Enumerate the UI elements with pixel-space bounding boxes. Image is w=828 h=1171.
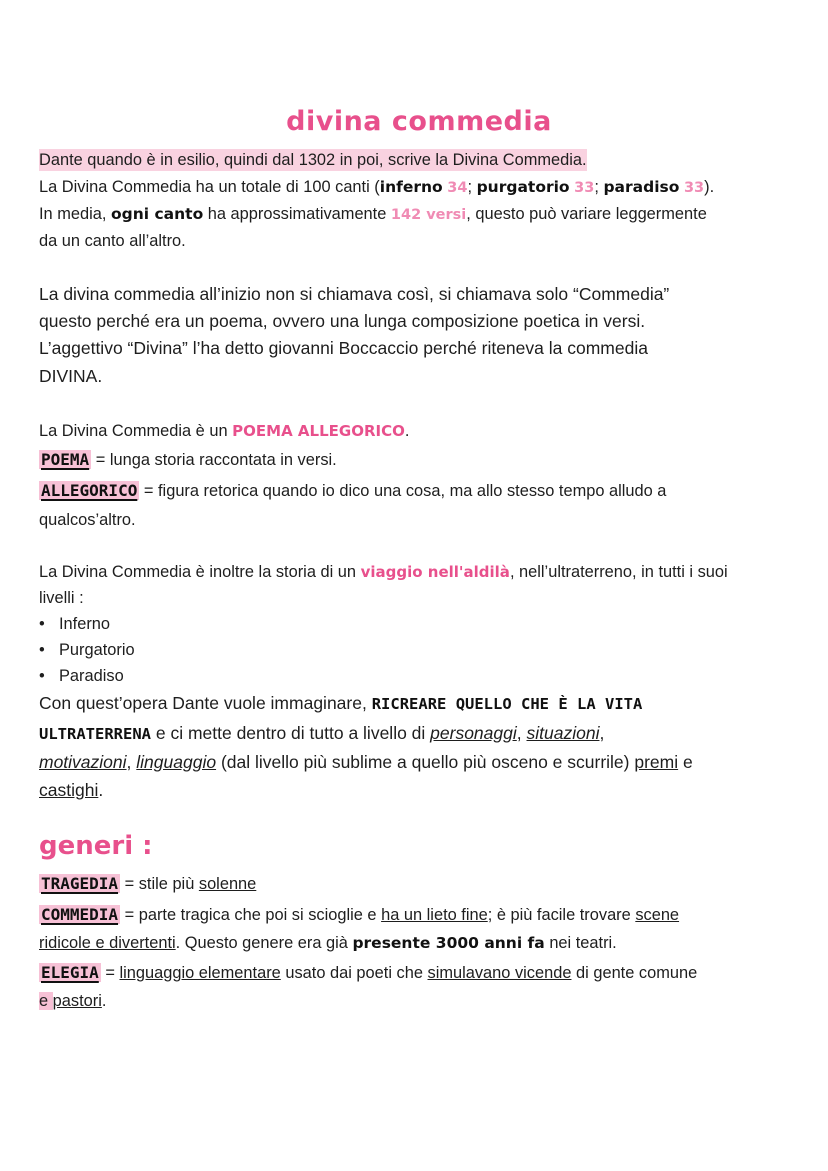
versi-count: 142 versi bbox=[390, 207, 467, 223]
text: , bbox=[516, 723, 527, 743]
text: Con quest’opera Dante vuole immaginare, bbox=[39, 693, 372, 713]
text: simulavano vicende bbox=[427, 964, 572, 982]
p2-line-4: DIVINA. bbox=[39, 366, 103, 386]
intro-line-2 bbox=[39, 176, 714, 199]
text: La Divina Commedia ha un totale di 100 canti ( bbox=[39, 178, 380, 196]
text: ridicole e divertenti bbox=[39, 934, 176, 952]
text: ; bbox=[467, 178, 473, 196]
text: e bbox=[39, 992, 53, 1010]
presente-3000: presente 3000 anni fa bbox=[352, 934, 545, 952]
inferno-count: 34 bbox=[447, 180, 468, 196]
text: situazioni bbox=[526, 723, 600, 743]
p3-line-4: qualcos’altro. bbox=[39, 511, 136, 529]
purgatorio-count: 33 bbox=[574, 180, 595, 196]
text: ). bbox=[704, 178, 715, 196]
term-allegorico: ALLEGORICO bbox=[41, 481, 138, 500]
inferno-label: inferno bbox=[379, 178, 443, 196]
text: e bbox=[678, 752, 693, 772]
viaggio-aldila: viaggio nell'aldilà bbox=[360, 563, 510, 581]
term-elegia: ELEGIA bbox=[41, 963, 99, 982]
p3-line-3 bbox=[39, 480, 666, 502]
generi-elegia-1 bbox=[39, 962, 697, 984]
text: premi bbox=[634, 752, 679, 772]
text: personaggi bbox=[430, 723, 517, 743]
p4-line-1 bbox=[39, 561, 728, 583]
text: . bbox=[404, 422, 410, 440]
text: e ci mette dentro di tutto a livello di bbox=[150, 723, 431, 743]
intro-line-3 bbox=[39, 203, 707, 226]
generi-commedia-2 bbox=[39, 932, 617, 954]
text: , nell’ultraterreno, in tutti i suoi bbox=[509, 563, 728, 581]
text: linguaggio bbox=[136, 752, 217, 772]
text: ha un lieto fine bbox=[381, 906, 488, 924]
ricreare: RICREARE QUELLO CHE È LA VITA bbox=[371, 695, 643, 713]
term-commedia: COMMEDIA bbox=[41, 905, 119, 924]
text: linguaggio elementare bbox=[119, 964, 281, 982]
text: = stile più bbox=[120, 875, 199, 893]
term-tragedia: TRAGEDIA bbox=[41, 874, 119, 893]
text: Purgatorio bbox=[59, 641, 135, 659]
text: La Divina Commedia è un bbox=[39, 422, 233, 440]
text: castighi bbox=[39, 780, 99, 800]
text: Inferno bbox=[59, 615, 111, 633]
text: pastori bbox=[52, 992, 102, 1010]
text: . Questo genere era già bbox=[175, 934, 353, 952]
intro-line-4: da un canto all’altro. bbox=[39, 232, 186, 250]
text: = figura retorica quando io dico una cosa, ma allo stesso tempo alludo a bbox=[139, 482, 667, 500]
list-item: • Purgatorio bbox=[39, 641, 135, 659]
text: ha approssimativamente bbox=[203, 205, 391, 223]
text: Paradiso bbox=[59, 667, 124, 685]
generi-elegia-2 bbox=[39, 990, 106, 1012]
p2-line-3: L’aggettivo “Divina” l’ha detto giovanni Boccaccio perché riteneva la commedia bbox=[39, 338, 648, 358]
p3-line-1 bbox=[39, 420, 409, 442]
text: ; è più facile trovare bbox=[487, 906, 636, 924]
p4-line-6 bbox=[39, 779, 103, 801]
text: = parte tragica che poi si scioglie e bbox=[120, 906, 382, 924]
p3-line-2 bbox=[39, 449, 337, 471]
text: usato dai poeti che bbox=[280, 964, 428, 982]
text: ; bbox=[594, 178, 599, 196]
text: = lunga storia raccontata in versi. bbox=[91, 451, 337, 469]
ogni-canto: ogni canto bbox=[110, 205, 204, 223]
section-heading-generi: generi : bbox=[39, 831, 153, 861]
poema-allegorico: POEMA ALLEGORICO bbox=[232, 422, 405, 440]
list-item: • Paradiso bbox=[39, 667, 124, 685]
text: nei teatri. bbox=[544, 934, 617, 952]
p4-line-4 bbox=[39, 722, 604, 745]
paradiso-count: 33 bbox=[683, 180, 705, 196]
p4-line-3 bbox=[39, 692, 642, 715]
ultraterrena: ULTRATERRENA bbox=[39, 725, 151, 743]
text: = bbox=[100, 964, 120, 982]
text: In media, bbox=[39, 205, 111, 223]
text: , questo può variare leggermente bbox=[466, 205, 707, 223]
text: solenne bbox=[198, 875, 257, 893]
page-title: divina commedia bbox=[286, 106, 552, 137]
paradiso-label: paradiso bbox=[603, 178, 680, 196]
intro-line-1: Dante quando è in esilio, quindi dal 1302 in poi, scrive la Divina Commedia. bbox=[39, 151, 587, 169]
p2-line-1: La divina commedia all’inizio non si chiamava così, si chiamava solo “Commedia” bbox=[39, 284, 670, 304]
text: . bbox=[98, 780, 104, 800]
generi-commedia-1 bbox=[39, 904, 679, 926]
text: motivazioni bbox=[39, 752, 127, 772]
text: La Divina Commedia è inoltre la storia di un bbox=[39, 563, 361, 581]
purgatorio-label: purgatorio bbox=[476, 178, 570, 196]
text: , bbox=[599, 723, 605, 743]
text: scene bbox=[635, 906, 680, 924]
p4-line-5 bbox=[39, 751, 693, 773]
text: , bbox=[126, 752, 137, 772]
text: di gente comune bbox=[571, 964, 698, 982]
generi-tragedia bbox=[39, 873, 256, 895]
term-poema: POEMA bbox=[41, 450, 90, 469]
list-item: • Inferno bbox=[39, 615, 111, 633]
text: (dal livello più sublime a quello più osceno e scurrile) bbox=[216, 752, 635, 772]
p2-line-2: questo perché era un poema, ovvero una lunga composizione poetica in versi. bbox=[39, 311, 646, 331]
p4-line-2: livelli : bbox=[39, 589, 84, 607]
text: . bbox=[101, 992, 107, 1010]
